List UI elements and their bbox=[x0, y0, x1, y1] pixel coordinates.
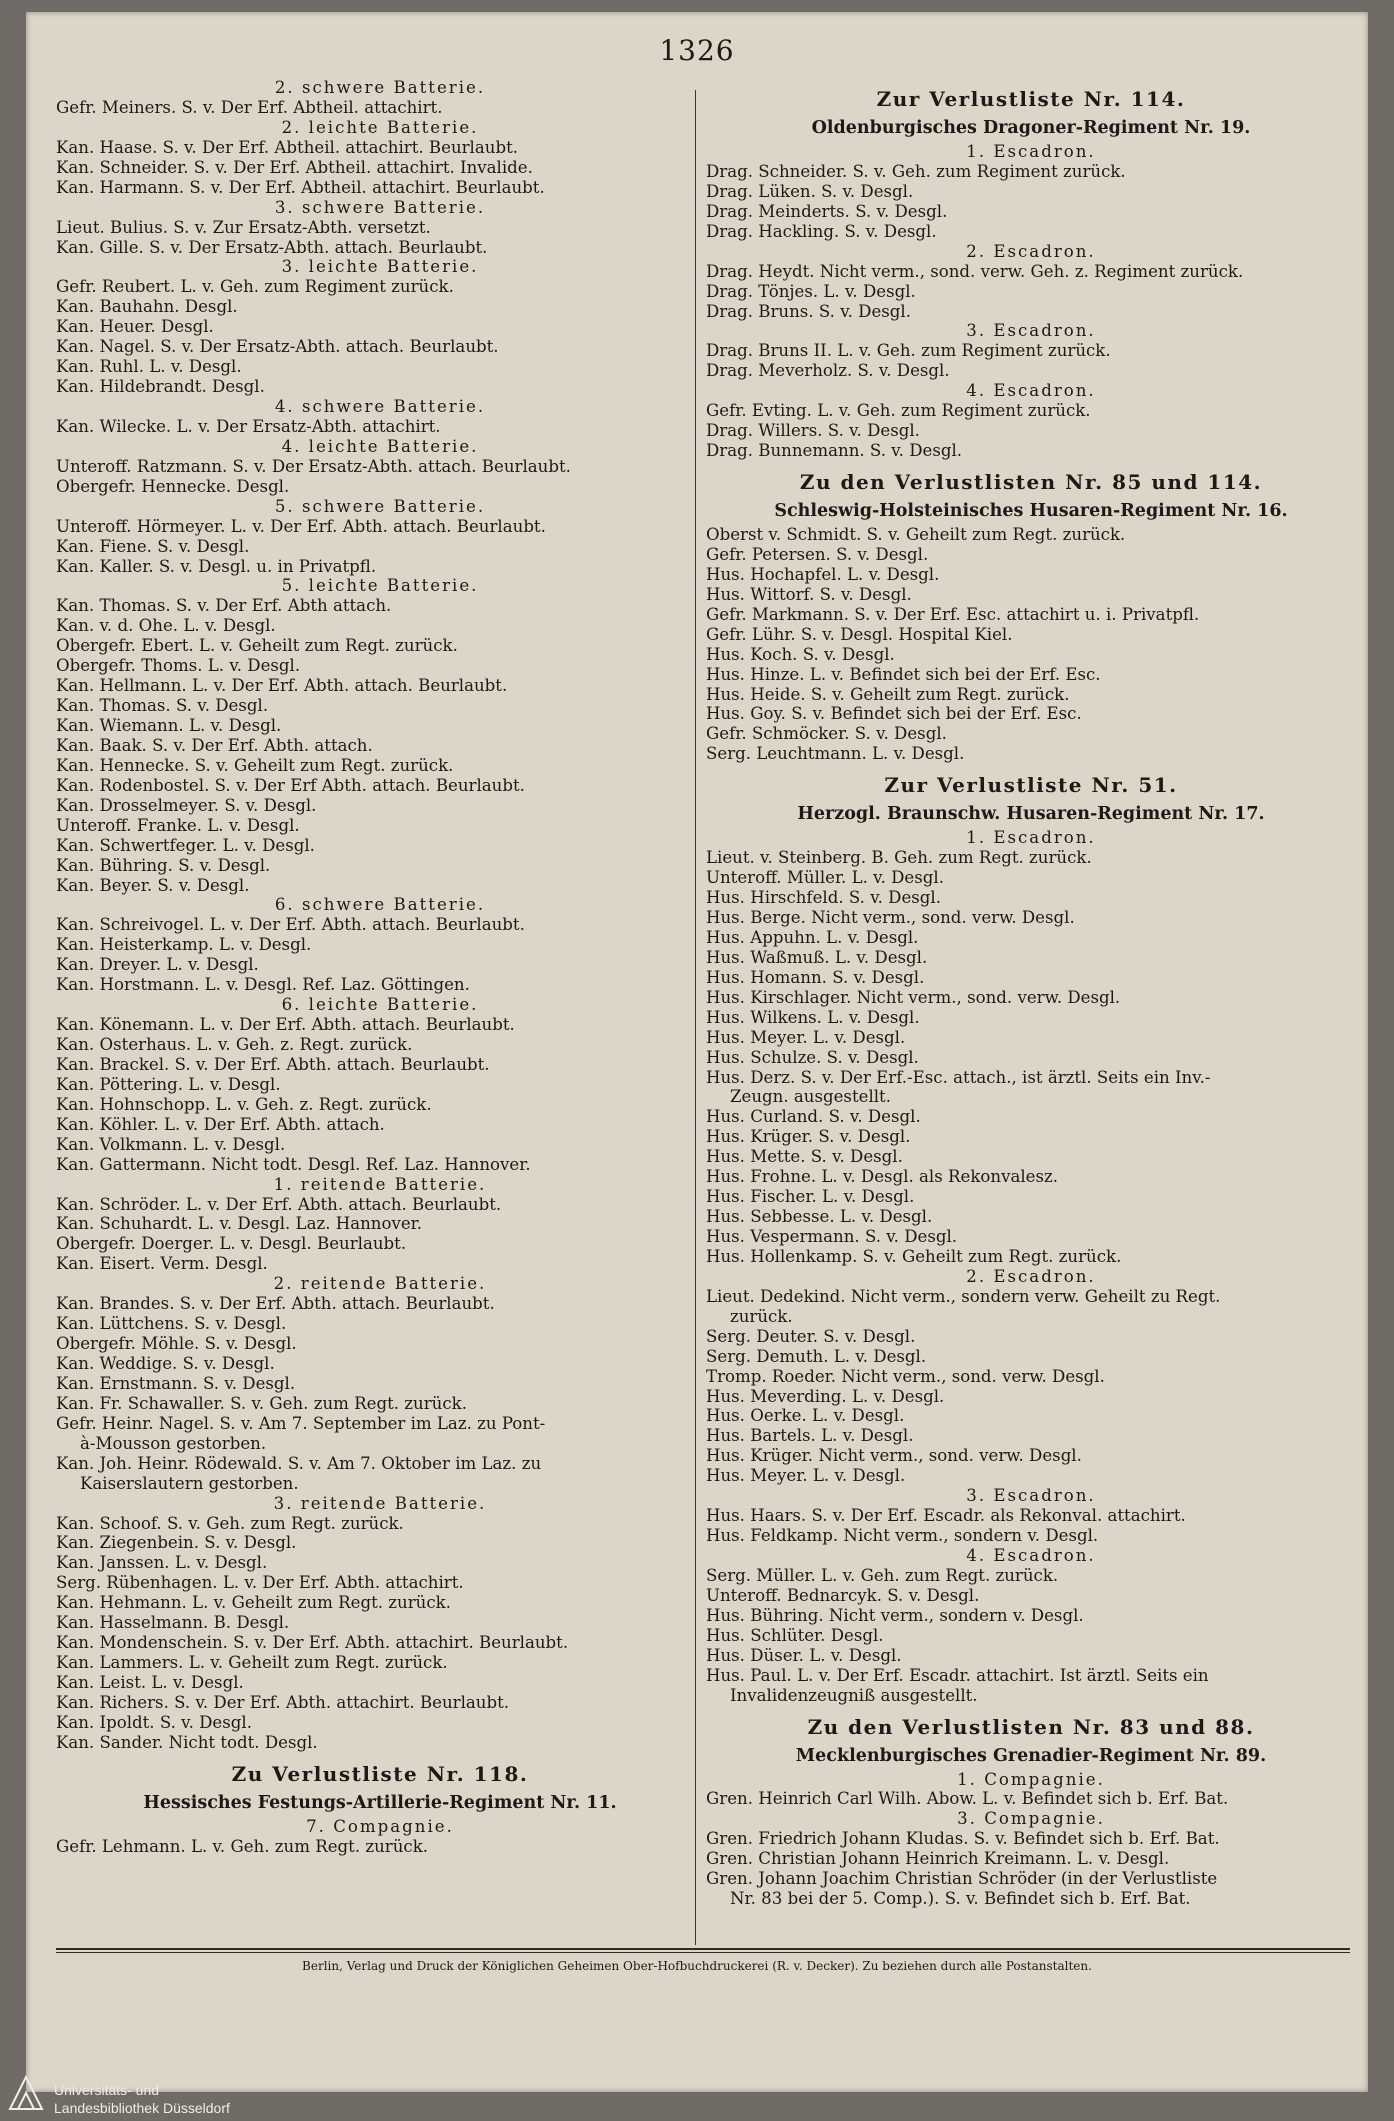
entry-line: Hus. Koch. S. v. Desgl. bbox=[706, 644, 895, 664]
entry-line: Lieut. Bulius. S. v. Zur Ersatz-Abth. versetzt. bbox=[56, 217, 431, 237]
entry-line: Kan. Schröder. L. v. Der Erf. Abth. attach. Beurlaubt. bbox=[56, 1194, 502, 1214]
right-column bbox=[706, 78, 1356, 1909]
entry-line: Drag. Willers. S. v. Desgl. bbox=[706, 421, 920, 441]
entry-line: Kan. Richers. S. v. Der Erf. Abth. attachirt. Beurlaubt. bbox=[56, 1692, 510, 1712]
entry-line: Drag. Bunnemann. S. v. Desgl. bbox=[706, 441, 963, 461]
ulb-logo-icon bbox=[6, 2073, 46, 2113]
unit-heading: 4. leichte Batterie. bbox=[281, 436, 479, 456]
unit-heading: 5. leichte Batterie. bbox=[281, 576, 479, 596]
entry-line: Kan. Bauhahn. Desgl. bbox=[56, 297, 238, 317]
entry-line: Kan. Brackel. S. v. Der Erf. Abth. attach. Beurlaubt. bbox=[56, 1054, 490, 1074]
unit-heading: 2. schwere Batterie. bbox=[274, 78, 486, 97]
entry-line: Kan. Horstmann. L. v. Desgl. Ref. Laz. Göttingen. bbox=[56, 975, 470, 995]
entry-line: Hus. Paul. L. v. Der Erf. Escadr. attachirt. Ist ärztl. Seits ein bbox=[706, 1665, 1209, 1685]
entry-line: Kan. Lüttchens. S. v. Desgl. bbox=[56, 1314, 287, 1334]
entry-line: Kan. Schreivogel. L. v. Der Erf. Abth. attach. Beurlaubt. bbox=[56, 915, 525, 935]
entry-line: Obergefr. Ebert. L. v. Geheilt zum Regt. zurück. bbox=[56, 636, 458, 656]
entry-line: Kan. Thomas. S. v. Desgl. bbox=[56, 696, 269, 716]
entry-line: Kan. Schuhardt. L. v. Desgl. Laz. Hannover. bbox=[56, 1214, 423, 1234]
entry-line: Hus. Berge. Nicht verm., sond. verw. Desgl. bbox=[706, 908, 1075, 927]
entry-line: Kan. Joh. Heinr. Rödewald. S. v. Am 7. Oktober im Laz. zu bbox=[56, 1453, 542, 1473]
entry-line: Kan. Ziegenbein. S. v. Desgl. bbox=[56, 1533, 297, 1553]
unit-heading: 2. Escadron. bbox=[966, 241, 1096, 261]
entry-line: Kan. Gattermann. Nicht todt. Desgl. Ref. Laz. Hannover. bbox=[56, 1154, 531, 1174]
entry-line: Hus. Meyer. L. v. Desgl. bbox=[706, 1027, 906, 1047]
entry-line: Kan. Janssen. L. v. Desgl. bbox=[56, 1553, 268, 1573]
newspaper-page bbox=[26, 12, 1368, 2092]
entry-line: Kan. Pöttering. L. v. Desgl. bbox=[56, 1074, 281, 1094]
entry-continuation: Zeugn. ausgestellt. bbox=[730, 1087, 891, 1107]
entry-line: Gren. Christian Johann Heinrich Kreimann. L. v. Desgl. bbox=[706, 1849, 1170, 1869]
list-heading: Zur Verlustliste Nr. 51. bbox=[884, 773, 1178, 798]
entry-line: Oberst v. Schmidt. S. v. Geheilt zum Regt. zurück. bbox=[706, 525, 1126, 544]
entry-line: Hus. Oerke. L. v. Desgl. bbox=[706, 1406, 905, 1426]
entry-line: Unteroff. Müller. L. v. Desgl. bbox=[706, 868, 944, 888]
unit-heading: 3. Compagnie. bbox=[957, 1809, 1105, 1829]
entry-line: Kan. Lammers. L. v. Geheilt zum Regt. zurück. bbox=[56, 1653, 448, 1673]
entry-line: Hus. Derz. S. v. Der Erf.-Esc. attach., ist ärztl. Seits ein Inv.- bbox=[706, 1067, 1211, 1087]
entry-line: Obergefr. Möhle. S. v. Desgl. bbox=[56, 1334, 297, 1354]
unit-heading: 3. Escadron. bbox=[966, 1486, 1096, 1506]
entry-line: Gefr. Meiners. S. v. Der Erf. Abtheil. attachirt. bbox=[56, 97, 443, 117]
entry-line: Drag. Meverholz. S. v. Desgl. bbox=[706, 361, 950, 381]
entry-line: Kan. Schneider. S. v. Der Erf. Abtheil. attachirt. Invalide. bbox=[56, 157, 533, 177]
unit-heading: 1. Compagnie. bbox=[957, 1769, 1105, 1789]
entry-line: Kan. Schoof. S. v. Geh. zum Regt. zurück. bbox=[56, 1513, 404, 1533]
entry-line: Serg. Deuter. S. v. Desgl. bbox=[706, 1326, 916, 1346]
entry-line: Hus. Hirschfeld. S. v. Desgl. bbox=[706, 888, 941, 908]
entry-line: Kan. Gille. S. v. Der Ersatz-Abth. attach. Beurlaubt. bbox=[56, 237, 488, 257]
entry-line: Hus. Kirschlager. Nicht verm., sond. verw. Desgl. bbox=[706, 987, 1121, 1007]
entry-line: Obergefr. Doerger. L. v. Desgl. Beurlaubt. bbox=[56, 1234, 407, 1254]
regiment-heading: Schleswig-Holsteinisches Husaren-Regiment Nr. 16. bbox=[774, 501, 1288, 521]
list-heading: Zu den Verlustlisten Nr. 83 und 88. bbox=[807, 1714, 1255, 1739]
entry-line: Kan. Sander. Nicht todt. Desgl. bbox=[56, 1732, 318, 1752]
entry-line: Drag. Bruns II. L. v. Geh. zum Regiment zurück. bbox=[706, 341, 1111, 361]
unit-heading: 3. leichte Batterie. bbox=[281, 257, 479, 277]
entry-line: Drag. Hackling. S. v. Desgl. bbox=[706, 221, 937, 241]
entry-line: Obergefr. Thoms. L. v. Desgl. bbox=[56, 656, 301, 676]
unit-heading: 3. Escadron. bbox=[966, 321, 1096, 341]
entry-line: Kan. Bühring. S. v. Desgl. bbox=[56, 855, 271, 875]
entry-line: Hus. Goy. S. v. Befindet sich bei der Erf. Esc. bbox=[706, 704, 1082, 724]
entry-line: Gefr. Heinr. Nagel. S. v. Am 7. September im Laz. zu Pont- bbox=[56, 1413, 546, 1433]
list-heading: Zu Verlustliste Nr. 118. bbox=[231, 1761, 529, 1786]
entry-line: Kan. Drosselmeyer. S. v. Desgl. bbox=[56, 795, 317, 815]
entry-line: Kan. Könemann. L. v. Der Erf. Abth. attach. Beurlaubt. bbox=[56, 1015, 515, 1035]
entry-line: Kan. Schwertfeger. L. v. Desgl. bbox=[56, 835, 315, 855]
entry-line: Kan. v. d. Ohe. L. v. Desgl. bbox=[56, 616, 276, 636]
entry-line: Kan. Thomas. S. v. Der Erf. Abth attach. bbox=[56, 596, 392, 616]
entry-line: Kan. Kaller. S. v. Desgl. u. in Privatpfl. bbox=[56, 556, 377, 576]
entry-line: Unteroff. Franke. L. v. Desgl. bbox=[56, 815, 300, 835]
entry-line: Kan. Haase. S. v. Der Erf. Abtheil. attachirt. Beurlaubt. bbox=[56, 137, 519, 157]
entry-line: Gefr. Reubert. L. v. Geh. zum Regiment zurück. bbox=[56, 277, 454, 297]
entry-line: Hus. Mette. S. v. Desgl. bbox=[706, 1147, 903, 1167]
list-heading: Zur Verlustliste Nr. 114. bbox=[876, 87, 1186, 111]
entry-line: Hus. Krüger. S. v. Desgl. bbox=[706, 1127, 911, 1147]
entry-line: Hus. Curland. S. v. Desgl. bbox=[706, 1107, 921, 1127]
entry-continuation: Invalidenzeugniß ausgestellt. bbox=[730, 1685, 978, 1705]
entry-line: Unteroff. Ratzmann. S. v. Der Ersatz-Abth. attach. Beurlaubt. bbox=[56, 456, 571, 476]
unit-heading: 3. reitende Batterie. bbox=[273, 1493, 487, 1513]
entry-line: Kan. Heisterkamp. L. v. Desgl. bbox=[56, 935, 312, 955]
entry-line: Unteroff. Hörmeyer. L. v. Der Erf. Abth. attach. Beurlaubt. bbox=[56, 516, 546, 536]
entry-line: Hus. Homann. S. v. Desgl. bbox=[706, 967, 925, 987]
entry-line: Kan. Harmann. S. v. Der Erf. Abtheil. attachirt. Beurlaubt. bbox=[56, 177, 545, 197]
entry-line: Hus. Schulze. S. v. Desgl. bbox=[706, 1047, 919, 1067]
unit-heading: 2. leichte Batterie. bbox=[281, 117, 479, 137]
entry-line: Hus. Wittorf. S. v. Desgl. bbox=[706, 584, 912, 604]
entry-line: Kan. Mondenschein. S. v. Der Erf. Abth. attachirt. Beurlaubt. bbox=[56, 1633, 569, 1653]
entry-line: Kan. Volkmann. L. v. Desgl. bbox=[56, 1134, 286, 1154]
entry-line: Gefr. Petersen. S. v. Desgl. bbox=[706, 544, 929, 564]
unit-heading: 4. Escadron. bbox=[966, 1546, 1096, 1565]
entry-line: Drag. Lüken. S. v. Desgl. bbox=[706, 181, 914, 201]
entry-continuation: Nr. 83 bei der 5. Comp.). S. v. Befindet sich b. Erf. Bat. bbox=[730, 1889, 1191, 1909]
unit-heading: 6. leichte Batterie. bbox=[281, 995, 479, 1015]
entry-line: Gefr. Schmöcker. S. v. Desgl. bbox=[706, 724, 947, 744]
entry-line: Kan. Eisert. Verm. Desgl. bbox=[56, 1254, 268, 1274]
entry-line: Kan. Hennecke. S. v. Geheilt zum Regt. zurück. bbox=[56, 755, 454, 775]
entry-line: Hus. Feldkamp. Nicht verm., sondern v. Desgl. bbox=[706, 1526, 1099, 1546]
regiment-heading: Herzogl. Braunschw. Husaren-Regiment Nr. 17. bbox=[797, 804, 1265, 825]
entry-line: Hus. Hinze. L. v. Befindet sich bei der Erf. Esc. bbox=[706, 664, 1101, 684]
regiment-heading: Mecklenburgisches Grenadier-Regiment Nr. 89. bbox=[795, 1745, 1267, 1766]
entry-line: Kan. Hohnschopp. L. v. Geh. z. Regt. zurück. bbox=[56, 1094, 432, 1114]
entry-line: Kan. Wilecke. L. v. Der Ersatz-Abth. attachirt. bbox=[56, 416, 441, 436]
regiment-heading: Hessisches Festungs-Artillerie-Regiment Nr. 11. bbox=[143, 1792, 617, 1813]
entry-line: Hus. Waßmuß. L. v. Desgl. bbox=[706, 947, 928, 967]
entry-line: Gren. Heinrich Carl Wilh. Abow. L. v. Befindet sich b. Erf. Bat. bbox=[706, 1789, 1229, 1809]
unit-heading: 6. schwere Batterie. bbox=[274, 895, 486, 915]
entry-line: Kan. Baak. S. v. Der Erf. Abth. attach. bbox=[56, 735, 373, 755]
footer-rule bbox=[56, 1948, 1350, 1950]
unit-heading: 2. Escadron. bbox=[966, 1266, 1096, 1286]
library-name bbox=[54, 2081, 230, 2117]
entry-line: Kan. Weddige. S. v. Desgl. bbox=[56, 1354, 275, 1373]
entry-line: Gefr. Lühr. S. v. Desgl. Hospital Kiel. bbox=[706, 624, 1013, 644]
entry-line: Kan. Brandes. S. v. Der Erf. Abth. attach. Beurlaubt. bbox=[56, 1294, 495, 1314]
entry-line: Hus. Wilkens. L. v. Desgl. bbox=[706, 1007, 920, 1027]
entry-line: Hus. Sebbesse. L. v. Desgl. bbox=[706, 1207, 933, 1227]
entry-line: Kan. Ruhl. L. v. Desgl. bbox=[56, 357, 242, 377]
library-name-line1: Universitäts- und bbox=[54, 2082, 160, 2098]
entry-line: Kan. Dreyer. L. v. Desgl. bbox=[56, 955, 259, 975]
entry-line: Obergefr. Hennecke. Desgl. bbox=[56, 476, 290, 496]
entry-line: Kan. Ipoldt. S. v. Desgl. bbox=[56, 1712, 252, 1732]
entry-line: Kan. Köhler. L. v. Der Erf. Abth. attach. bbox=[56, 1114, 385, 1134]
entry-line: Hus. Düser. L. v. Desgl. bbox=[706, 1645, 902, 1665]
left-column bbox=[56, 78, 704, 1857]
list-heading: Zu den Verlustlisten Nr. 85 und 114. bbox=[799, 470, 1263, 494]
entry-line: Drag. Meinderts. S. v. Desgl. bbox=[706, 201, 948, 221]
entry-continuation: à-Mousson gestorben. bbox=[80, 1433, 267, 1453]
entry-line: Drag. Bruns. S. v. Desgl. bbox=[706, 301, 911, 321]
entry-line: Serg. Demuth. L. v. Desgl. bbox=[706, 1346, 927, 1366]
entry-line: Kan. Heuer. Desgl. bbox=[56, 317, 214, 337]
regiment-heading: Oldenburgisches Dragoner-Regiment Nr. 19. bbox=[811, 118, 1251, 138]
entry-line: Hus. Fischer. L. v. Desgl. bbox=[706, 1187, 915, 1207]
entry-line: Kan. Nagel. S. v. Der Ersatz-Abth. attach. Beurlaubt. bbox=[56, 337, 499, 357]
entry-line: Hus. Hochapfel. L. v. Desgl. bbox=[706, 564, 940, 584]
entry-line: Unteroff. Bednarcyk. S. v. Desgl. bbox=[706, 1585, 980, 1605]
entry-line: Gren. Friedrich Johann Kludas. S. v. Befindet sich b. Erf. Bat. bbox=[706, 1829, 1220, 1849]
entry-continuation: zurück. bbox=[730, 1306, 793, 1326]
entry-line: Hus. Bartels. L. v. Desgl. bbox=[706, 1426, 914, 1446]
unit-heading: 1. Escadron. bbox=[966, 142, 1096, 161]
entry-line: Kan. Wiemann. L. v. Desgl. bbox=[56, 716, 282, 735]
entry-line: Gefr. Evting. L. v. Geh. zum Regiment zurück. bbox=[706, 401, 1091, 421]
entry-line: Serg. Rübenhagen. L. v. Der Erf. Abth. attachirt. bbox=[56, 1573, 464, 1593]
entry-line: Hus. Meverding. L. v. Desgl. bbox=[706, 1386, 945, 1406]
library-watermark bbox=[0, 2063, 300, 2121]
entry-line: Hus. Frohne. L. v. Desgl. als Rekonvalesz. bbox=[706, 1167, 1059, 1187]
entry-line: Hus. Appuhn. L. v. Desgl. bbox=[706, 927, 919, 947]
entry-line: Lieut. v. Steinberg. B. Geh. zum Regt. zurück. bbox=[706, 848, 1092, 868]
entry-line: Gefr. Lehmann. L. v. Geh. zum Regt. zurück. bbox=[56, 1836, 429, 1856]
entry-line: Kan. Hellmann. L. v. Der Erf. Abth. attach. Beurlaubt. bbox=[56, 676, 508, 696]
footer-rule-thin bbox=[56, 1952, 1350, 1953]
unit-heading: 4. schwere Batterie. bbox=[274, 397, 486, 416]
column-divider bbox=[695, 90, 696, 1945]
entry-line: Lieut. Dedekind. Nicht verm., sondern verw. Geheilt zu Regt. bbox=[706, 1286, 1221, 1306]
unit-heading: 3. schwere Batterie. bbox=[274, 197, 486, 217]
entry-line: Kan. Fiene. S. v. Desgl. bbox=[56, 536, 250, 556]
entry-line: Hus. Hollenkamp. S. v. Geheilt zum Regt. zurück. bbox=[706, 1246, 1122, 1266]
entry-line: Hus. Heide. S. v. Geheilt zum Regt. zurück. bbox=[706, 684, 1070, 704]
entry-line: Drag. Heydt. Nicht verm., sond. verw. Geh. z. Regiment zurück. bbox=[706, 261, 1244, 281]
entry-line: Serg. Leuchtmann. L. v. Desgl. bbox=[706, 744, 965, 764]
unit-heading: 4. Escadron. bbox=[966, 381, 1096, 401]
entry-continuation: Kaiserslautern gestorben. bbox=[80, 1473, 299, 1493]
entry-line: Kan. Hildebrandt. Desgl. bbox=[56, 377, 265, 397]
entry-line: Kan. Osterhaus. L. v. Geh. z. Regt. zurück. bbox=[56, 1035, 413, 1054]
imprint-footer: Berlin, Verlag und Druck der Königlichen Geheimen Ober-Hofbuchdruckerei (R. v. Decker). Zu beziehen durch alle Postanstalten. bbox=[302, 1959, 1092, 1973]
entry-line: Kan. Ernstmann. S. v. Desgl. bbox=[56, 1373, 296, 1393]
entry-line: Hus. Meyer. L. v. Desgl. bbox=[706, 1466, 906, 1486]
entry-line: Drag. Schneider. S. v. Geh. zum Regiment zurück. bbox=[706, 161, 1126, 181]
entry-line: Kan. Fr. Schawaller. S. v. Geh. zum Regt. zurück. bbox=[56, 1393, 467, 1413]
entry-line: Hus. Bühring. Nicht verm., sondern v. Desgl. bbox=[706, 1605, 1084, 1625]
library-name-line2: Landesbibliothek Düsseldorf bbox=[54, 2100, 230, 2116]
entry-line: Gefr. Markmann. S. v. Der Erf. Esc. attachirt u. i. Privatpfl. bbox=[706, 604, 1200, 624]
unit-heading: 1. reitende Batterie. bbox=[273, 1174, 487, 1194]
entry-line: Kan. Leist. L. v. Desgl. bbox=[56, 1673, 244, 1692]
unit-heading: 1. Escadron. bbox=[966, 828, 1096, 848]
entry-line: Hus. Krüger. Nicht verm., sond. verw. Desgl. bbox=[706, 1446, 1082, 1466]
unit-heading: 7. Compagnie. bbox=[306, 1816, 454, 1836]
page-number: 1326 bbox=[659, 34, 735, 67]
entry-line: Tromp. Roeder. Nicht verm., sond. verw. Desgl. bbox=[706, 1366, 1105, 1386]
entry-line: Serg. Müller. L. v. Geh. zum Regt. zurück. bbox=[706, 1565, 1059, 1585]
entry-line: Hus. Schlüter. Desgl. bbox=[706, 1625, 884, 1645]
entry-line: Kan. Hasselmann. B. Desgl. bbox=[56, 1613, 290, 1633]
entry-line: Kan. Beyer. S. v. Desgl. bbox=[56, 875, 250, 895]
entry-line: Drag. Tönjes. L. v. Desgl. bbox=[706, 281, 916, 301]
unit-heading: 2. reitende Batterie. bbox=[273, 1274, 487, 1294]
entry-line: Gren. Johann Joachim Christian Schröder (in der Verlustliste bbox=[706, 1869, 1218, 1889]
entry-line: Kan. Hehmann. L. v. Geheilt zum Regt. zurück. bbox=[56, 1593, 451, 1613]
entry-line: Hus. Haars. S. v. Der Erf. Escadr. als Rekonval. attachirt. bbox=[706, 1506, 1186, 1526]
entry-line: Hus. Vespermann. S. v. Desgl. bbox=[706, 1227, 958, 1246]
entry-line: Kan. Rodenbostel. S. v. Der Erf Abth. attach. Beurlaubt. bbox=[56, 775, 525, 795]
unit-heading: 5. schwere Batterie. bbox=[274, 496, 486, 516]
